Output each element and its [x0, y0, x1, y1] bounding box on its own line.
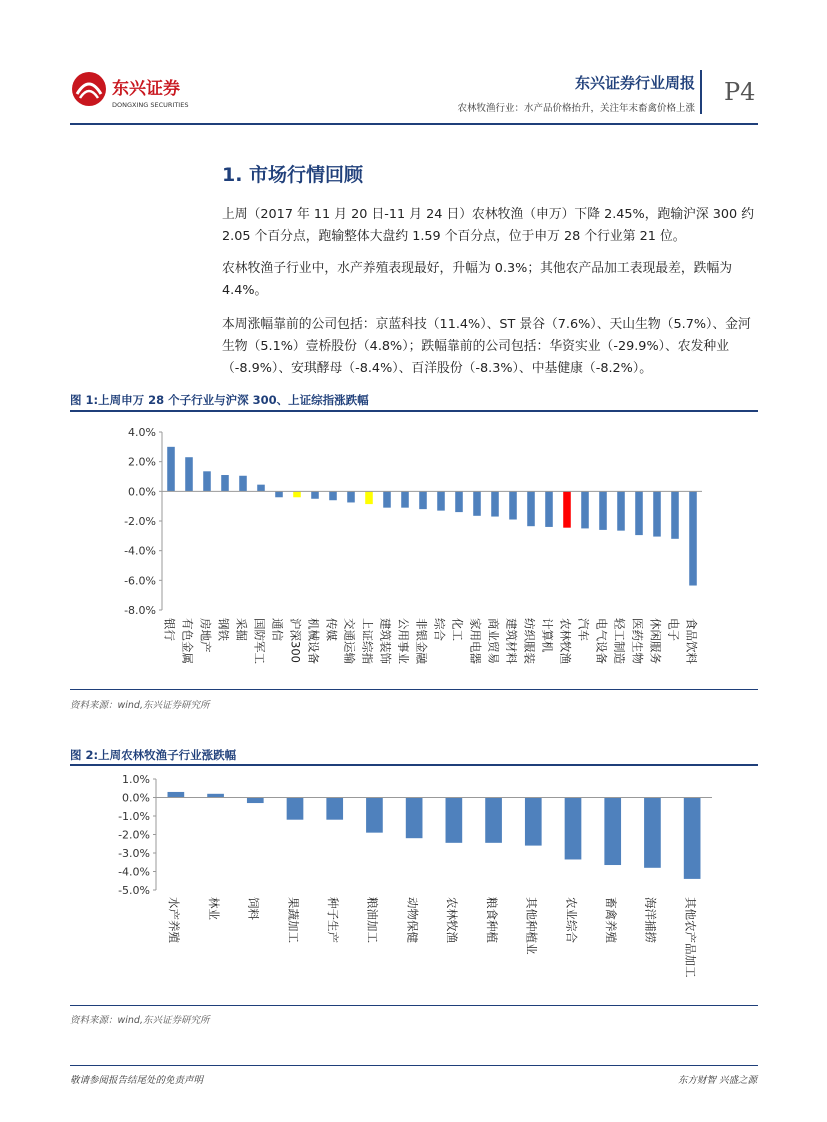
bar-其他农产品加工: [684, 798, 701, 879]
bar-国防军工: [257, 485, 265, 492]
bar-水产养殖: [168, 792, 185, 798]
category-label: 其他农产品加工: [683, 897, 698, 978]
y-tick-label: 1.0%: [122, 773, 150, 786]
y-tick-label: -4.0%: [118, 865, 150, 879]
category-label: 医药生物: [630, 618, 645, 664]
category-label: 化工: [450, 618, 465, 641]
y-tick-label: 0.0%: [122, 791, 150, 805]
category-label: 粮油加工: [365, 897, 380, 943]
category-label: 交通运输: [342, 618, 357, 664]
bar-食品饮料: [689, 491, 697, 585]
category-label: 果蔬加工: [286, 897, 301, 943]
figure2-title: 图 2:上周农林牧渔子行业涨跌幅: [70, 748, 237, 762]
bar-农林牧渔: [446, 798, 463, 843]
report-subtitle: 农林牧渔行业：水产品价格抬升，关注年末畜禽价格上涨: [457, 103, 695, 114]
bar-医药生物: [635, 491, 643, 535]
category-label: 沪深300: [288, 618, 303, 663]
bar-畜禽养殖: [604, 798, 621, 866]
footer-disclaimer: 敬请参阅报告结尾处的免责声明: [70, 1075, 204, 1086]
category-label: 纺织服装: [522, 618, 537, 664]
bar-动物保健: [406, 798, 423, 839]
y-tick-label: -8.0%: [124, 604, 156, 617]
category-label: 种子生产: [325, 897, 340, 943]
category-label: 农林牧渔: [558, 618, 573, 664]
category-label: 通信: [270, 618, 285, 641]
category-label: 综合: [432, 618, 447, 641]
category-label: 农林牧渔: [445, 897, 460, 943]
category-label: 水产养殖: [167, 897, 182, 943]
bar-轻工制造: [617, 491, 625, 530]
category-label: 汽车: [576, 618, 591, 641]
category-label: 有色金属: [180, 618, 195, 664]
logo-text: 东兴证券: [112, 79, 180, 99]
category-label: 林业: [206, 897, 221, 920]
category-label: 畜禽养殖: [603, 897, 618, 943]
category-label: 海洋捕捞: [643, 897, 658, 943]
figure1-title: 图 1:上周申万 28 个子行业与沪深 300、上证综指涨跌幅: [70, 393, 369, 407]
bar-机械设备: [311, 491, 319, 498]
bar-电气设备: [599, 491, 607, 530]
bar-传媒: [329, 491, 337, 500]
bar-沪深300: [293, 491, 301, 497]
bar-化工: [455, 491, 463, 512]
category-label: 国防军工: [252, 618, 267, 664]
category-label: 上证综指: [360, 618, 375, 664]
category-label: 非银金融: [414, 618, 429, 664]
bar-海洋捕捞: [644, 798, 661, 868]
figure1-chart: [70, 414, 758, 686]
bar-纺织服装: [527, 491, 535, 526]
section-title: 1. 市场行情回顾: [222, 164, 364, 186]
paragraph-subsector-summary: 农林牧渔子行业中，水产养殖表现最好，升幅为 0.3%；其他农产品加工表现最差，跌幅为 4.4%。: [222, 261, 733, 298]
bar-房地产: [203, 471, 211, 491]
bar-公用事业: [401, 491, 409, 507]
category-label: 粮食种植: [484, 897, 499, 943]
category-label: 建筑装饰: [378, 618, 393, 664]
category-label: 建筑材料: [504, 618, 519, 664]
y-tick-label: -2.0%: [118, 828, 150, 842]
bar-电子: [671, 491, 679, 538]
category-label: 计算机: [540, 618, 555, 653]
category-label: 机械设备: [306, 618, 321, 664]
header-divider: [700, 70, 702, 114]
footer-rule: [70, 1065, 758, 1066]
bar-计算机: [545, 491, 553, 527]
category-label: 动物保健: [405, 897, 420, 943]
bar-建筑装饰: [383, 491, 391, 507]
logo-subtext: DONGXING SECURITIES: [112, 101, 189, 109]
y-tick-label: -4.0%: [124, 544, 156, 558]
figure2-chart: [70, 767, 758, 1005]
bar-休闲服务: [653, 491, 661, 536]
category-label: 轻工制造: [612, 618, 627, 664]
y-tick-label: -5.0%: [118, 884, 150, 897]
bar-综合: [437, 491, 445, 510]
bar-钢铁: [221, 475, 229, 491]
category-label: 电子: [666, 618, 681, 641]
bar-家用电器: [473, 491, 481, 515]
bar-建筑材料: [509, 491, 517, 519]
bar-种子生产: [326, 798, 343, 820]
bar-农林牧渔: [563, 491, 571, 527]
category-label: 采掘: [234, 618, 249, 641]
bar-有色金属: [185, 457, 193, 491]
category-label: 银行: [162, 618, 177, 641]
dongxing-logo: [70, 68, 200, 114]
category-label: 商业贸易: [486, 618, 501, 664]
y-tick-label: 4.0%: [128, 426, 156, 439]
bar-农业综合: [565, 798, 582, 860]
figure2-top-rule: [70, 764, 758, 766]
figure1-source: 资料来源：wind,东兴证券研究所: [70, 700, 210, 711]
bar-汽车: [581, 491, 589, 528]
bar-林业: [207, 794, 224, 798]
bar-交通运输: [347, 491, 355, 502]
bar-采掘: [239, 476, 247, 492]
category-label: 食品饮料: [684, 618, 699, 664]
bar-银行: [167, 447, 175, 491]
category-label: 公用事业: [396, 618, 411, 664]
y-tick-label: -1.0%: [118, 810, 150, 823]
bar-饲料: [247, 798, 264, 804]
header-rule: [70, 123, 758, 125]
footer-slogan: 东方财智 兴盛之源: [677, 1075, 757, 1086]
bar-商业贸易: [491, 491, 499, 516]
category-label: 家用电器: [468, 618, 483, 664]
bar-粮油加工: [366, 798, 383, 833]
y-tick-label: -3.0%: [118, 847, 150, 860]
logo-emblem-icon: [72, 72, 106, 106]
category-label: 传媒: [324, 618, 339, 641]
report-title: 东兴证券行业周报: [574, 74, 695, 92]
category-label: 其他种植业: [524, 897, 539, 955]
category-label: 电气设备: [594, 618, 609, 664]
y-tick-label: -2.0%: [124, 515, 156, 528]
figure1-top-rule: [70, 410, 758, 412]
figure2-bottom-rule: [70, 1005, 758, 1006]
bar-其他种植业: [525, 798, 542, 846]
bar-通信: [275, 491, 283, 497]
bar-上证综指: [365, 491, 373, 504]
category-label: 钢铁: [216, 618, 231, 641]
paragraph-market-summary: 上周（2017 年 11 月 20 日-11 月 24 日）农林牧渔（申万）下降 2.45%，跑输沪深 300 约 2.05 个百分点，跑输整体大盘约 1.59 个百分点，位于申万 28 个行业第 21 位。: [222, 207, 755, 244]
figure1-bottom-rule: [70, 689, 758, 690]
category-label: 房地产: [198, 618, 213, 653]
figure2-source: 资料来源：wind,东兴证券研究所: [70, 1015, 210, 1026]
bar-果蔬加工: [287, 798, 304, 820]
paragraph-top-movers: 本周涨幅靠前的公司包括：京蓝科技（11.4%）、ST 景谷（7.6%）、天山生物（5.7%）、金河生物（5.1%）壹桥股份（4.8%）；跌幅靠前的公司包括：华资实业（-29.9%）、农发种业（-8.9%）、安琪酵母（-8.4%）、百洋股份（-8.3%）、中基健康（-8.2%）。: [222, 317, 751, 376]
bar-粮食种植: [485, 798, 502, 843]
category-label: 饲料: [246, 897, 261, 920]
y-tick-label: 2.0%: [128, 455, 156, 469]
y-tick-label: -6.0%: [124, 574, 156, 588]
category-label: 休闲服务: [648, 618, 663, 664]
page-number: P4: [724, 78, 756, 106]
bar-非银金融: [419, 491, 427, 509]
y-tick-label: 0.0%: [128, 485, 156, 499]
category-label: 农业综合: [564, 897, 579, 943]
